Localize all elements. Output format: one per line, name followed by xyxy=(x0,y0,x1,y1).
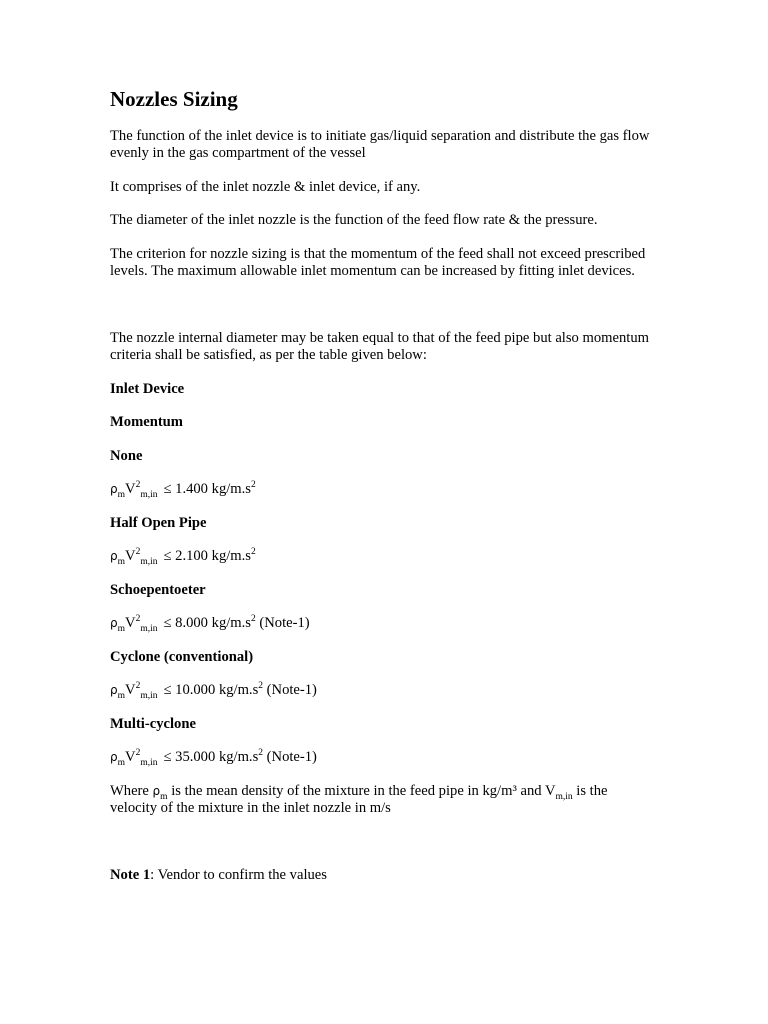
inlet-device-name: Schoepentoeter xyxy=(110,581,206,598)
note-reference: (Note-1) xyxy=(259,615,310,631)
unit-label: kg/m.s xyxy=(211,548,251,564)
velocity-symbol: V xyxy=(125,749,136,765)
momentum-limit-formula xyxy=(110,481,655,498)
inlet-device-name: Multi-cyclone xyxy=(110,715,196,732)
limit-value: 8.000 xyxy=(175,615,208,631)
leq-symbol: ≤ xyxy=(163,749,172,765)
table-header-inlet-device: Inlet Device xyxy=(110,380,185,397)
subscript-m: m xyxy=(117,690,126,701)
momentum-limit-formula xyxy=(110,682,655,699)
subscript-m-in: m,in xyxy=(140,757,158,768)
note-label: Note 1 xyxy=(110,866,151,883)
unit-label: kg/m.s xyxy=(218,682,259,698)
note-text: : Vendor to confirm the values xyxy=(150,866,327,883)
inlet-device-name: Half Open Pipe xyxy=(110,514,207,531)
limit-value: 10.000 xyxy=(175,682,216,698)
unit-label: kg/m.s xyxy=(218,749,259,765)
subscript-m: m xyxy=(117,757,126,768)
velocity-symbol: V xyxy=(125,481,136,497)
leq-symbol: ≤ xyxy=(163,481,172,497)
paragraph-internal-diameter: The nozzle internal diameter may be taken equal to that of the feed pipe but also momentum criteria shall be satisfied, as per the table given below: xyxy=(110,330,649,363)
note-reference: (Note-1) xyxy=(266,749,317,765)
paragraph-inlet-components: It comprises of the inlet nozzle & inlet device, if any. xyxy=(110,178,421,195)
rho-symbol: ρ xyxy=(110,683,118,697)
table-header-momentum: Momentum xyxy=(110,414,183,430)
subscript-m: m xyxy=(117,556,126,567)
superscript-2: 2 xyxy=(135,681,141,692)
leq-symbol: ≤ xyxy=(163,548,172,564)
momentum-limit-formula xyxy=(110,749,655,766)
unit-superscript-2: 2 xyxy=(258,681,264,692)
velocity-symbol: V xyxy=(125,548,136,564)
subscript-m-in: m,in xyxy=(140,489,158,500)
rho-symbol: ρ xyxy=(110,482,118,496)
unit-label: kg/m.s xyxy=(211,481,251,497)
unit-superscript-2: 2 xyxy=(250,547,256,558)
superscript-2: 2 xyxy=(135,614,141,625)
superscript-2: 2 xyxy=(135,480,141,491)
paragraph-sizing-criterion: The criterion for nozzle sizing is that the momentum of the feed shall not exceed prescribed levels. The maximum allowable inlet momentum can be increased by fitting inlet devices. xyxy=(110,245,646,279)
inlet-device-name: None xyxy=(110,447,143,464)
note-reference: (Note-1) xyxy=(266,682,317,698)
superscript-2: 2 xyxy=(135,748,141,759)
rho-symbol: ρ xyxy=(110,750,118,764)
subscript-m-in: m,in xyxy=(140,690,158,701)
unit-superscript-2: 2 xyxy=(258,748,264,759)
unit-superscript-2: 2 xyxy=(250,480,256,491)
velocity-symbol: V xyxy=(125,682,136,698)
note-1 xyxy=(110,867,655,884)
subscript-m: m xyxy=(117,623,126,634)
spacer xyxy=(110,296,655,330)
unit-label: kg/m.s xyxy=(211,615,251,631)
momentum-limit-formula xyxy=(110,548,655,565)
subscript-m-in: m,in xyxy=(140,556,158,567)
velocity-symbol: V xyxy=(125,615,136,631)
unit-superscript-2: 2 xyxy=(250,614,256,625)
document-page xyxy=(110,86,655,900)
leq-symbol: ≤ xyxy=(163,682,172,698)
superscript-2: 2 xyxy=(135,547,141,558)
subscript-m-in: m,in xyxy=(140,623,158,634)
rho-symbol: ρ xyxy=(110,616,118,630)
limit-value: 2.100 xyxy=(175,548,208,564)
inlet-device-name: Cyclone (conventional) xyxy=(110,648,254,665)
momentum-limit-formula xyxy=(110,615,655,632)
subscript-m: m xyxy=(117,489,126,500)
momentum-table xyxy=(110,448,655,767)
paragraph-nozzle-diameter: The diameter of the inlet nozzle is the function of the feed flow rate & the pressure. xyxy=(110,212,598,228)
document-title: Nozzles Sizing xyxy=(110,87,238,111)
rho-symbol: ρ xyxy=(152,783,161,798)
paragraph-where-definition: Where $\rho_m$ is the mean density of the mixture in the feed pipe in kg/m³ and $V_{m,in}$ is the velocity of the mixture in the inlet nozzle in m/s xyxy=(110,782,608,816)
paragraph-inlet-function: The function of the inlet device is to initiate gas/liquid separation and distribute the gas flow evenly in the gas compartment of the vessel xyxy=(110,128,650,161)
leq-symbol: ≤ xyxy=(163,615,172,631)
rho-symbol: ρ xyxy=(110,549,118,563)
limit-value: 1.400 xyxy=(175,481,208,497)
limit-value: 35.000 xyxy=(175,749,216,765)
